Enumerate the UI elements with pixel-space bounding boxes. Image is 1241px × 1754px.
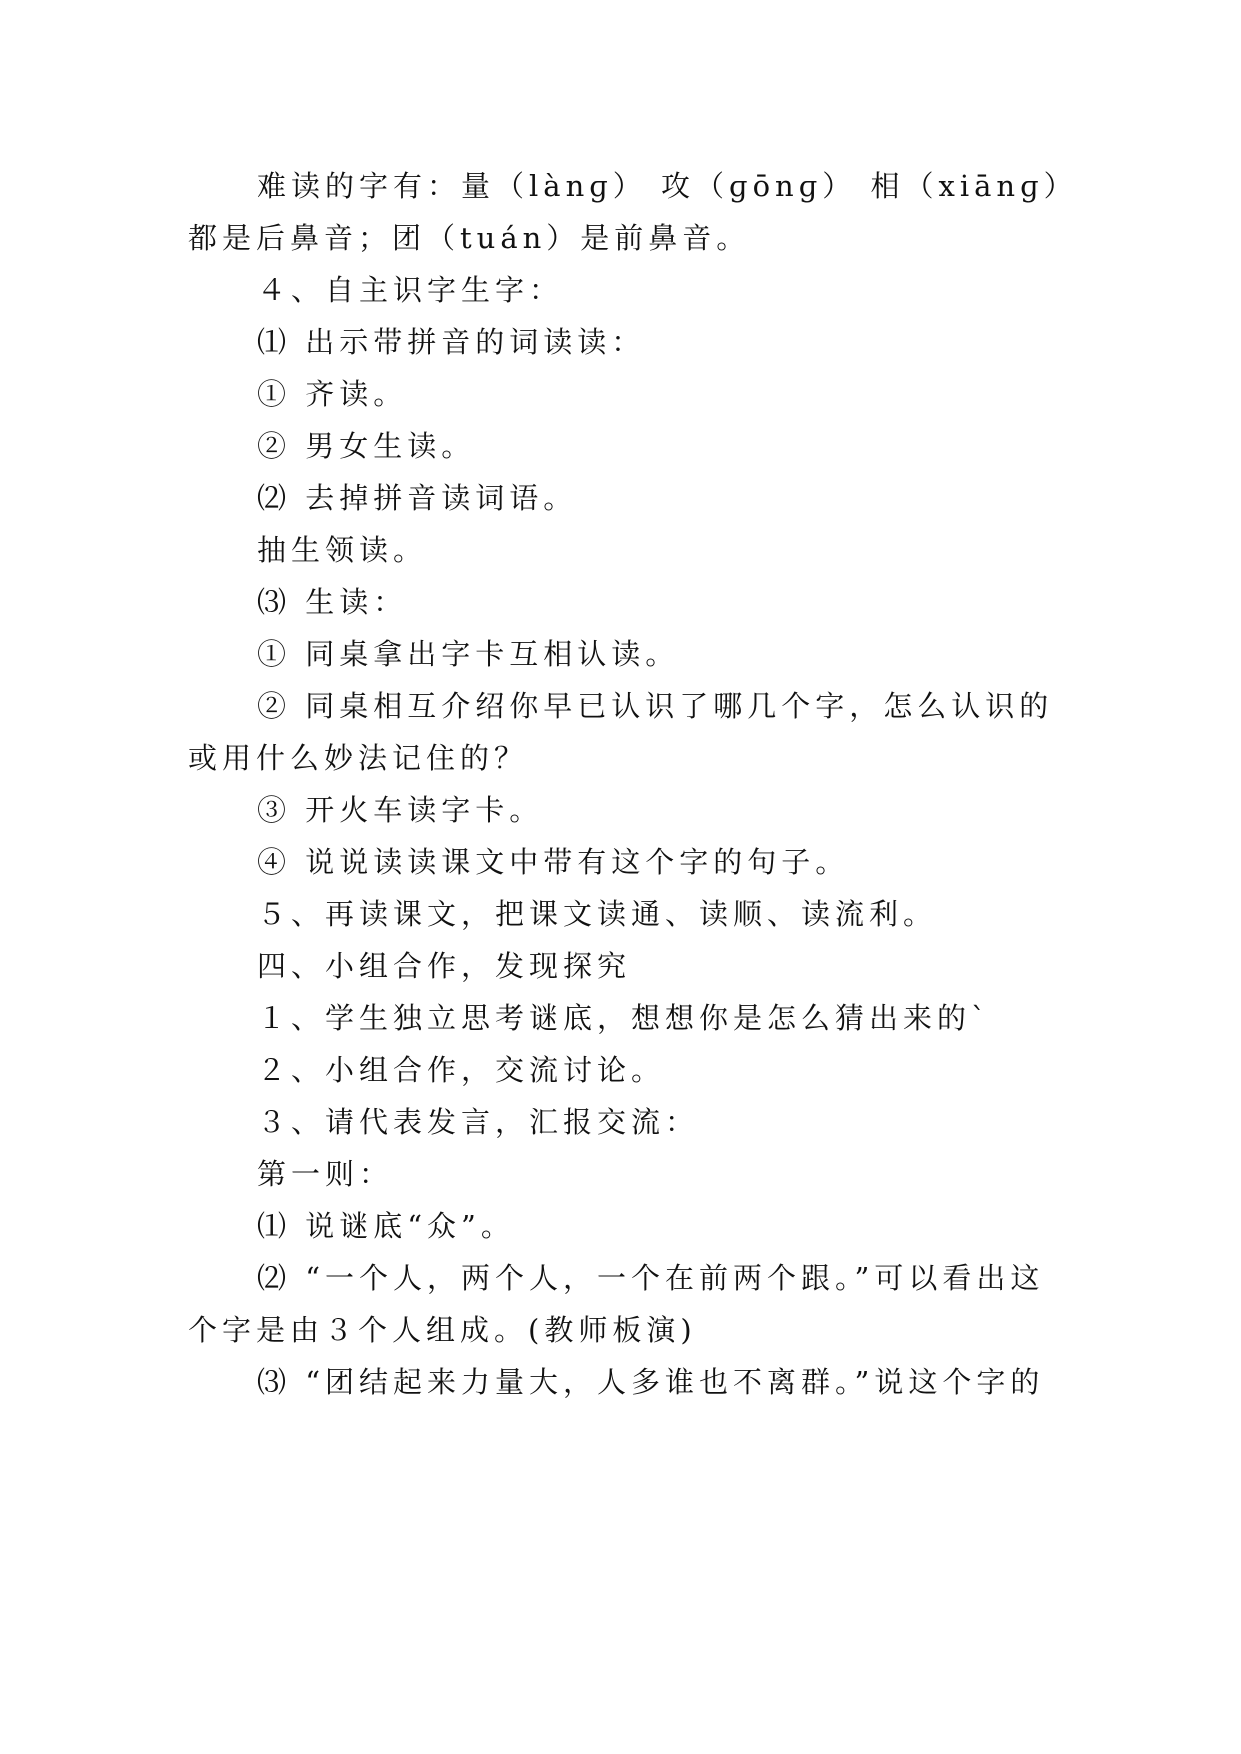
text-line: ４、自主识字生字： xyxy=(257,273,564,307)
text-line: ③ 开火车读字卡。 xyxy=(257,793,544,827)
text-line: １、学生独立思考谜底，想想你是怎么猜出来的` xyxy=(257,1001,991,1035)
text-line: ５、再读课文，把课文读通、读顺、读流利。 xyxy=(257,897,938,931)
text-line: ② 同桌相互介绍你早已认识了哪几个字，怎么认识的 xyxy=(257,689,1054,723)
text-line: ⑶ “团结起来力量大，人多谁也不离群。”说这个字的 xyxy=(257,1365,1045,1399)
text-line: ２、小组合作，交流讨论。 xyxy=(257,1053,666,1087)
text-line: 或用什么妙法记住的？ xyxy=(188,741,529,775)
text-line: ３、请代表发言，汇报交流： xyxy=(257,1105,700,1139)
text-line: 个字是由３个人组成。(教师板演) xyxy=(188,1313,697,1347)
text-line: ⑵ “一个人，两个人，一个在前两个跟。”可以看出这 xyxy=(257,1261,1045,1295)
text-line: ⑶ 生读： xyxy=(257,585,408,619)
text-line: ① 齐读。 xyxy=(257,377,408,411)
text-line: ④ 说说读读课文中带有这个字的句子。 xyxy=(257,845,850,879)
text-line: 难读的字有：量（lànɡ） 攻（ɡōnɡ） 相（xiānɡ） xyxy=(257,169,1078,203)
text-line: ① 同桌拿出字卡互相认读。 xyxy=(257,637,680,671)
text-line: 都是后鼻音；团（tuán）是前鼻音。 xyxy=(188,221,751,255)
text-line: 四、小组合作，发现探究 xyxy=(257,949,632,983)
text-line: ⑴ 说谜底“众”。 xyxy=(257,1209,515,1243)
text-line: ⑵ 去掉拼音读词语。 xyxy=(257,481,578,515)
text-line: 抽生领读。 xyxy=(257,533,428,567)
text-line: 第一则： xyxy=(257,1157,394,1191)
text-line: ② 男女生读。 xyxy=(257,429,476,463)
text-line: ⑴ 出示带拼音的词读读： xyxy=(257,325,646,359)
